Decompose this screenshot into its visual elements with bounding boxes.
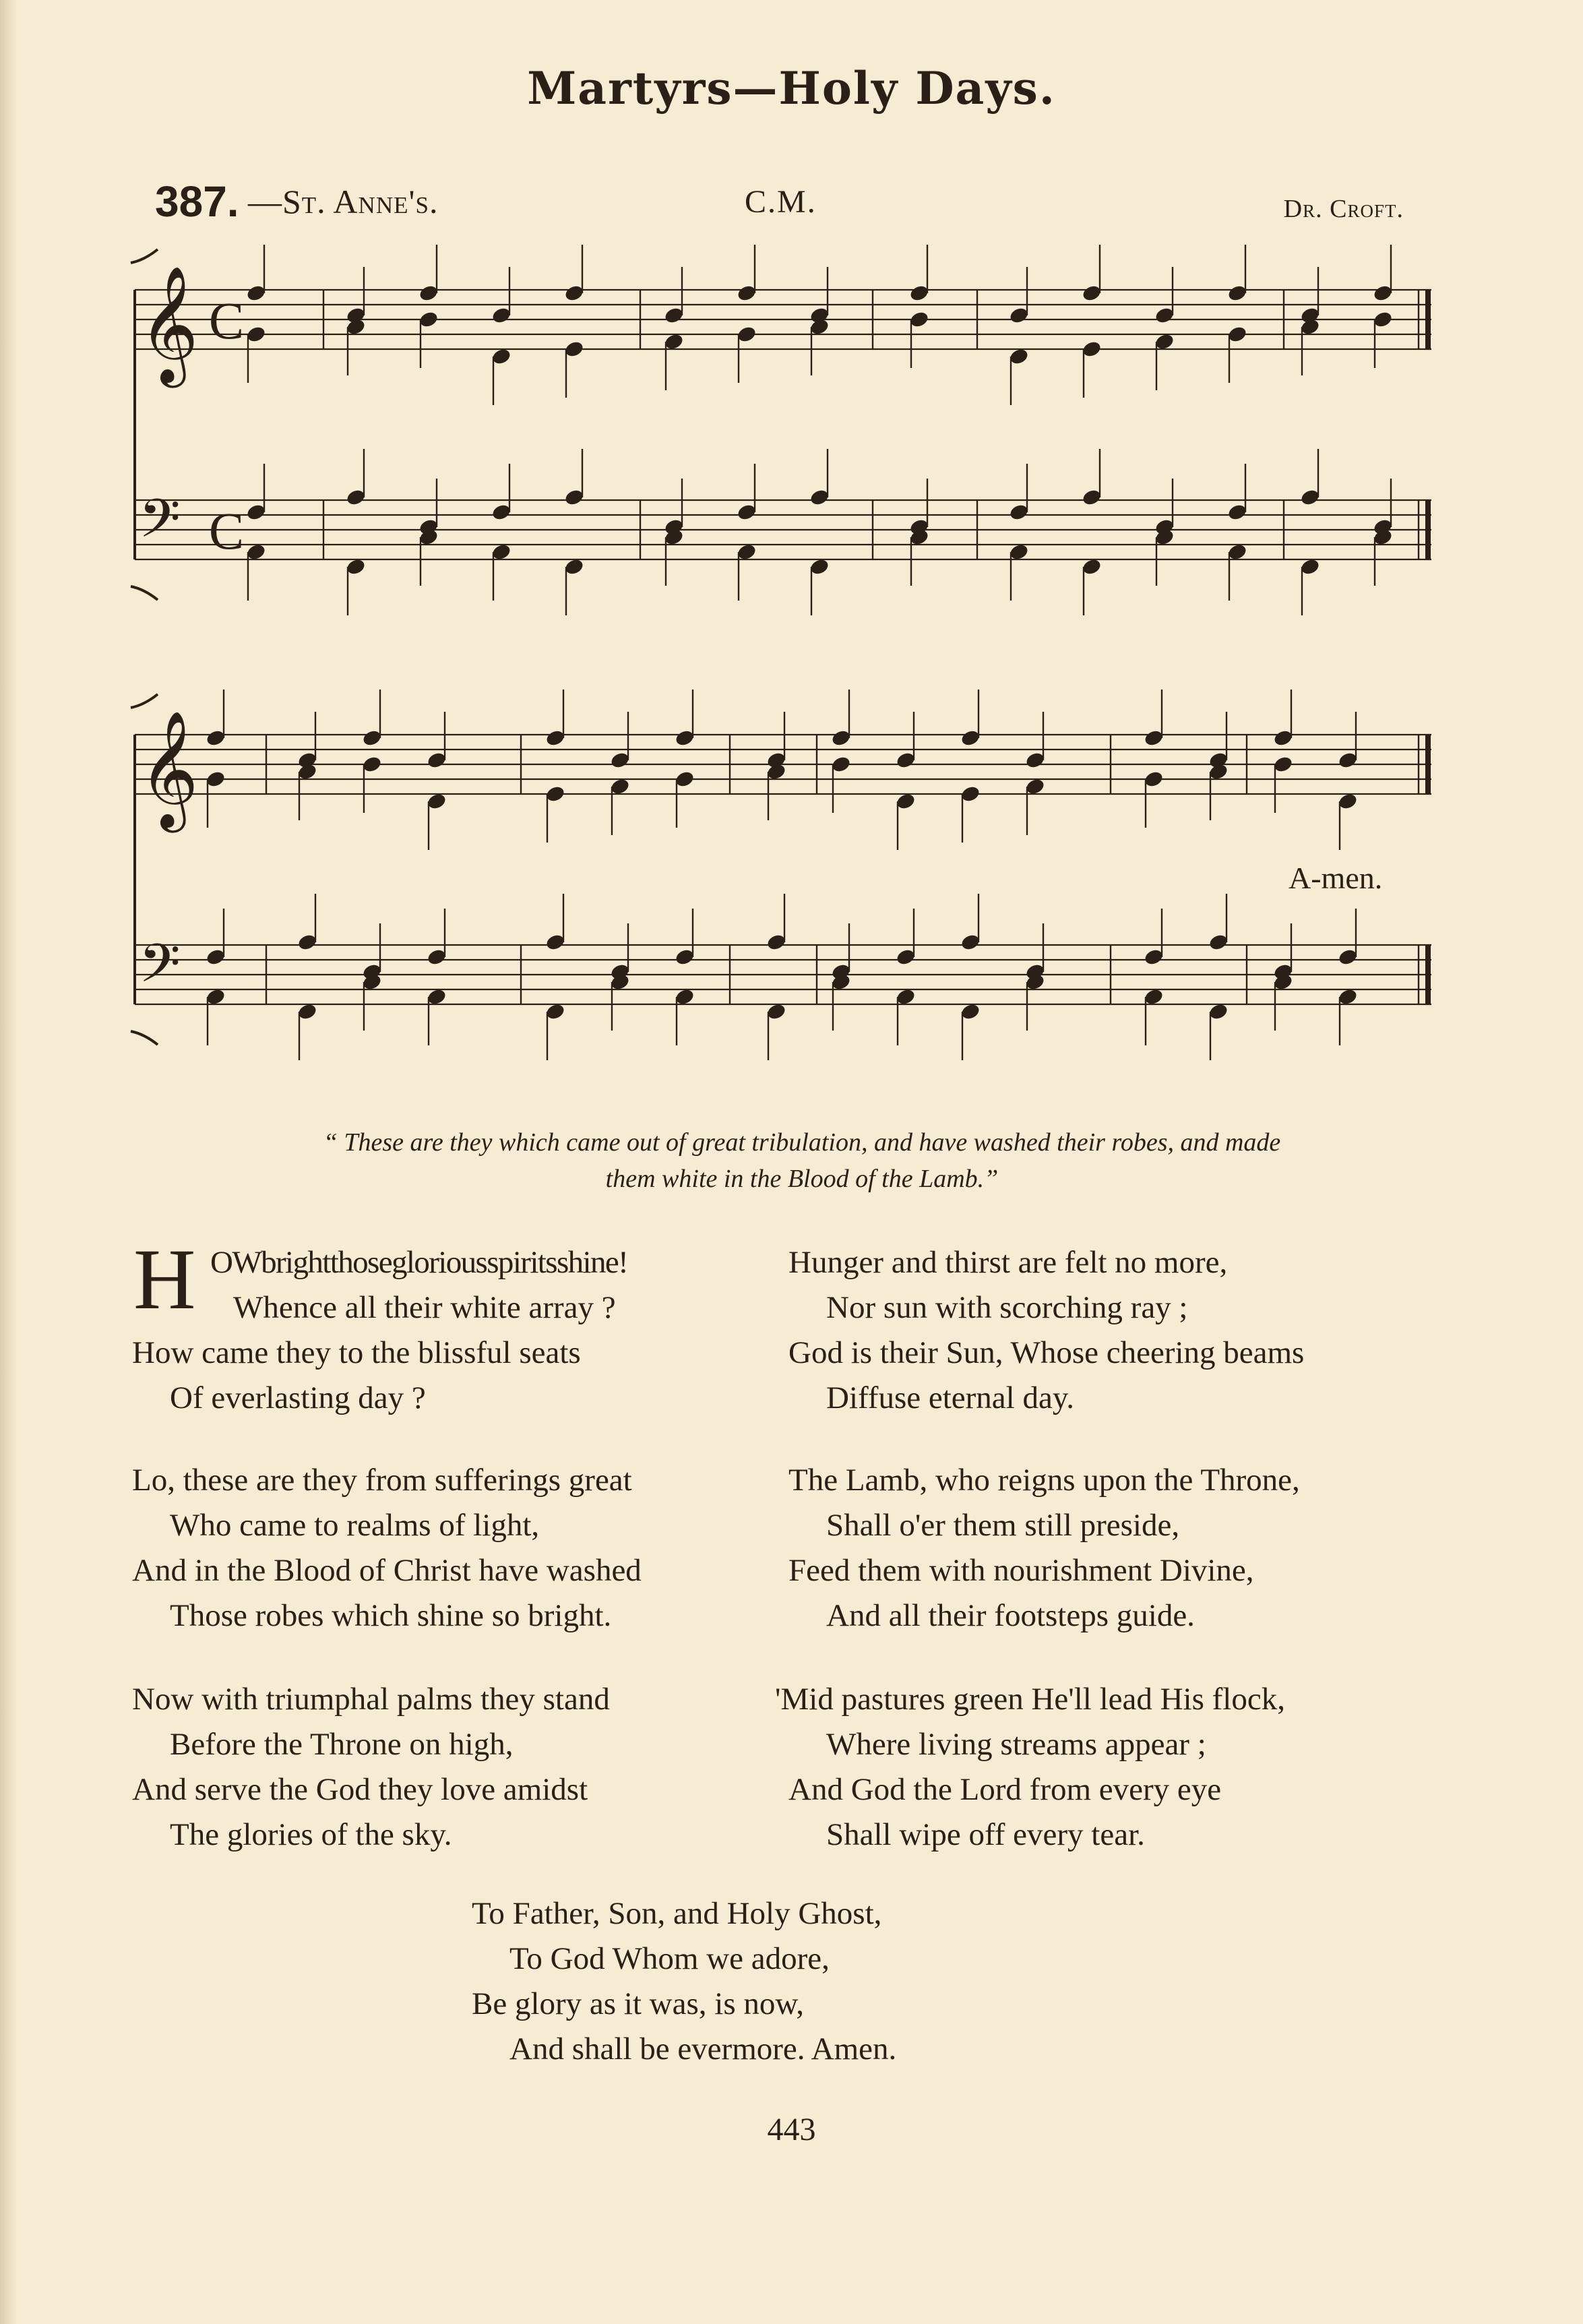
verse-line: And serve the God they love amidst [132,1772,588,1807]
verse-line: Of everlasting day ? [170,1380,426,1415]
verse-line: Those robes which shine so bright. [170,1598,612,1633]
final-bar-thick [1425,945,1431,1004]
verse-4 [788,1240,1304,1421]
verse-2 [132,1458,642,1639]
treble-clef: 𝄞 [139,266,199,383]
verse-line: Before the Throne on high, [170,1727,514,1762]
verse-line: Nor sun with scorching ray ; [826,1290,1188,1325]
verse-line: Shall wipe off every tear. [826,1817,1145,1852]
common-time-bass: C [209,501,245,560]
verse-5 [788,1458,1300,1639]
verse-line: Where living streams appear ; [826,1727,1206,1762]
epigraph-line-1: “ These are they which came out of great tribulation, and have washed their robes, and made [323,1128,1281,1157]
verse-line: 'Mid pastures green He'll lead His flock, [775,1682,1285,1717]
verse-1 [132,1231,628,1421]
system-bracket-top [131,249,158,263]
verse-line: Who came to realms of light, [170,1508,540,1543]
verse-line: And God the Lord from every eye [788,1772,1222,1807]
verse-line: God is their Sun, Whose cheering beams [788,1335,1305,1370]
verse-line: The glories of the sky. [170,1817,452,1852]
final-bar-thick [1425,500,1431,559]
system-bracket-bottom [131,586,158,600]
verse-line: Whence all their white array ? [233,1290,616,1325]
system-bracket-top [131,694,158,708]
doxology-line: Be glory as it was, is now, [472,1986,805,2021]
final-bar-thick [1425,735,1431,794]
verse-line: The Lamb, who reigns upon the Throne, [788,1463,1300,1498]
music-score [0,0,1583,1078]
verse-line: Shall o'er them still preside, [826,1508,1180,1543]
tune-name: —St. Anne's. [248,183,439,220]
composer: Dr. Croft. [1283,195,1404,223]
page-title: Martyrs—Holy Days. [527,62,1056,115]
meter: C.M. [745,184,817,220]
verse-line: Hunger and thirst are felt no more, [788,1245,1228,1280]
verse-line: And in the Blood of Christ have washed [132,1553,642,1588]
verse-line: Feed them with nourishment Divine, [788,1553,1254,1588]
verse-line: Lo, these are they from sufferings great [132,1463,632,1498]
verse-line: How came they to the blissful seats [132,1335,581,1370]
verse-line: Now with triumphal palms they stand [132,1682,610,1717]
page-number: 443 [767,2112,816,2147]
verse-3 [132,1677,610,1858]
doxology [472,1891,896,2072]
bass-clef: 𝄢 [139,932,181,1008]
doxology-line: To Father, Son, and Holy Ghost, [472,1896,882,1931]
epigraph [168,1124,1435,1197]
verse-line: And all their footsteps guide. [826,1598,1195,1633]
verse-line: Diffuse eternal day. [826,1380,1075,1415]
bass-clef: 𝄢 [139,487,181,563]
drop-cap: H [133,1231,196,1327]
common-time-treble: C [209,291,245,350]
system-bracket-bottom [131,1031,158,1045]
amen-label: A-men. [1289,861,1383,895]
final-bar-thick [1425,290,1431,349]
hymn-number: 387. [155,177,239,226]
doxology-line: To God Whom we adore, [509,1941,830,1976]
verse-6 [775,1677,1285,1858]
verse-line: OWbrightthosegloriousspiritsshine! [210,1245,628,1280]
treble-clef: 𝄞 [139,710,199,828]
doxology-line: And shall be evermore. Amen. [509,2031,897,2067]
epigraph-line-2: them white in the Blood of the Lamb.” [605,1165,999,1193]
